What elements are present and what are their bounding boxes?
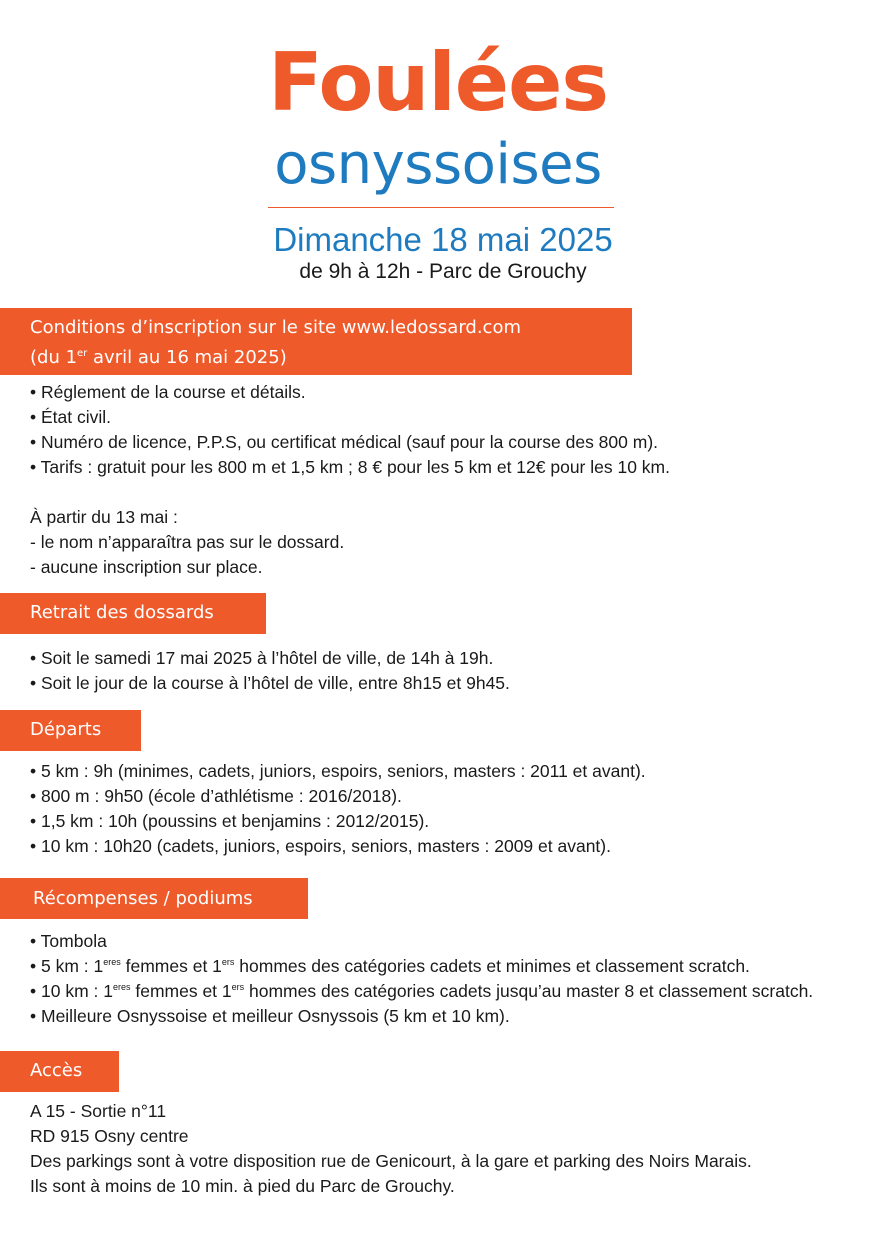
section-header-departs: Départs [0,710,141,751]
event-subtitle: osnyssoises [274,132,602,197]
list-item: • Soit le jour de la course à l’hôtel de ville, entre 8h15 et 9h45. [30,673,510,693]
section-header-inscription [0,308,632,375]
list-item: • Meilleure Osnyssoise et meilleur Osnyssois (5 km et 10 km). [30,1006,510,1026]
acces-content [30,1099,752,1199]
list-item: • 800 m : 9h50 (école d’athlétisme : 2016/2018). [30,786,402,806]
inscription-band-line2: (du 1er avril au 16 mai 2025) [30,347,287,368]
section-header-retrait: Retrait des dossards [0,593,266,634]
event-date: Dimanche 18 mai 2025 [273,221,613,258]
inscription-content [30,380,670,580]
section-header-recompenses: Récompenses / podiums [0,878,308,919]
list-item: • Réglement de la course et détails. [30,382,306,402]
section-header-acces: Accès [0,1051,119,1092]
list-item: • 1,5 km : 10h (poussins et benjamins : 2012/2015). [30,811,430,831]
inscription-band-line1: Conditions d’inscription sur le site www.ledossard.com [30,317,522,338]
list-item: • Tarifs : gratuit pour les 800 m et 1,5 km ; 8 € pour les 5 km et 12€ pour les 10 km. [30,457,670,477]
list-item: • 10 km : $1^{eres}$ femmes et 1ers hommes des catégories cadets jusqu’au master 8 et classement scratch. [30,981,814,1001]
list-item: • Tombola [30,931,107,951]
list-item: • 5 km : $1^{eres}$ femmes et 1ers hommes des catégories cadets et minimes et classement scratch. [30,956,750,976]
from-date-label: À partir du 13 mai : [30,507,178,527]
list-item: • Numéro de licence, P.P.S, ou certificat médical (sauf pour la course des 800 m). [30,432,659,452]
title-divider [268,207,614,208]
list-item: • État civil. [30,407,112,427]
list-item: • Soit le samedi 17 mai 2025 à l’hôtel de ville, de 14h à 19h. [30,648,494,668]
departs-content [30,759,646,859]
event-time-place: de 9h à 12h - Parc de Grouchy [299,260,587,283]
acces-line: A 15 - Sortie n°11 [30,1101,167,1121]
acces-line: Des parkings sont à votre disposition rue de Genicourt, à la gare et parking des Noirs Marais. [30,1151,752,1171]
acces-line: Ils sont à moins de 10 min. à pied du Parc de Grouchy. [30,1176,455,1196]
note-item: - le nom n’apparaîtra pas sur le dossard. [30,532,345,552]
list-item: • 5 km : 9h (minimes, cadets, juniors, espoirs, seniors, masters : 2011 et avant). [30,761,646,781]
event-title: Foulées [268,36,608,129]
note-item: - aucune inscription sur place. [30,557,263,577]
retrait-content [30,646,510,696]
list-item: • 10 km : 10h20 (cadets, juniors, espoirs, seniors, masters : 2009 et avant). [30,836,611,856]
recompenses-content [30,929,813,1029]
acces-line: RD 915 Osny centre [30,1126,189,1146]
